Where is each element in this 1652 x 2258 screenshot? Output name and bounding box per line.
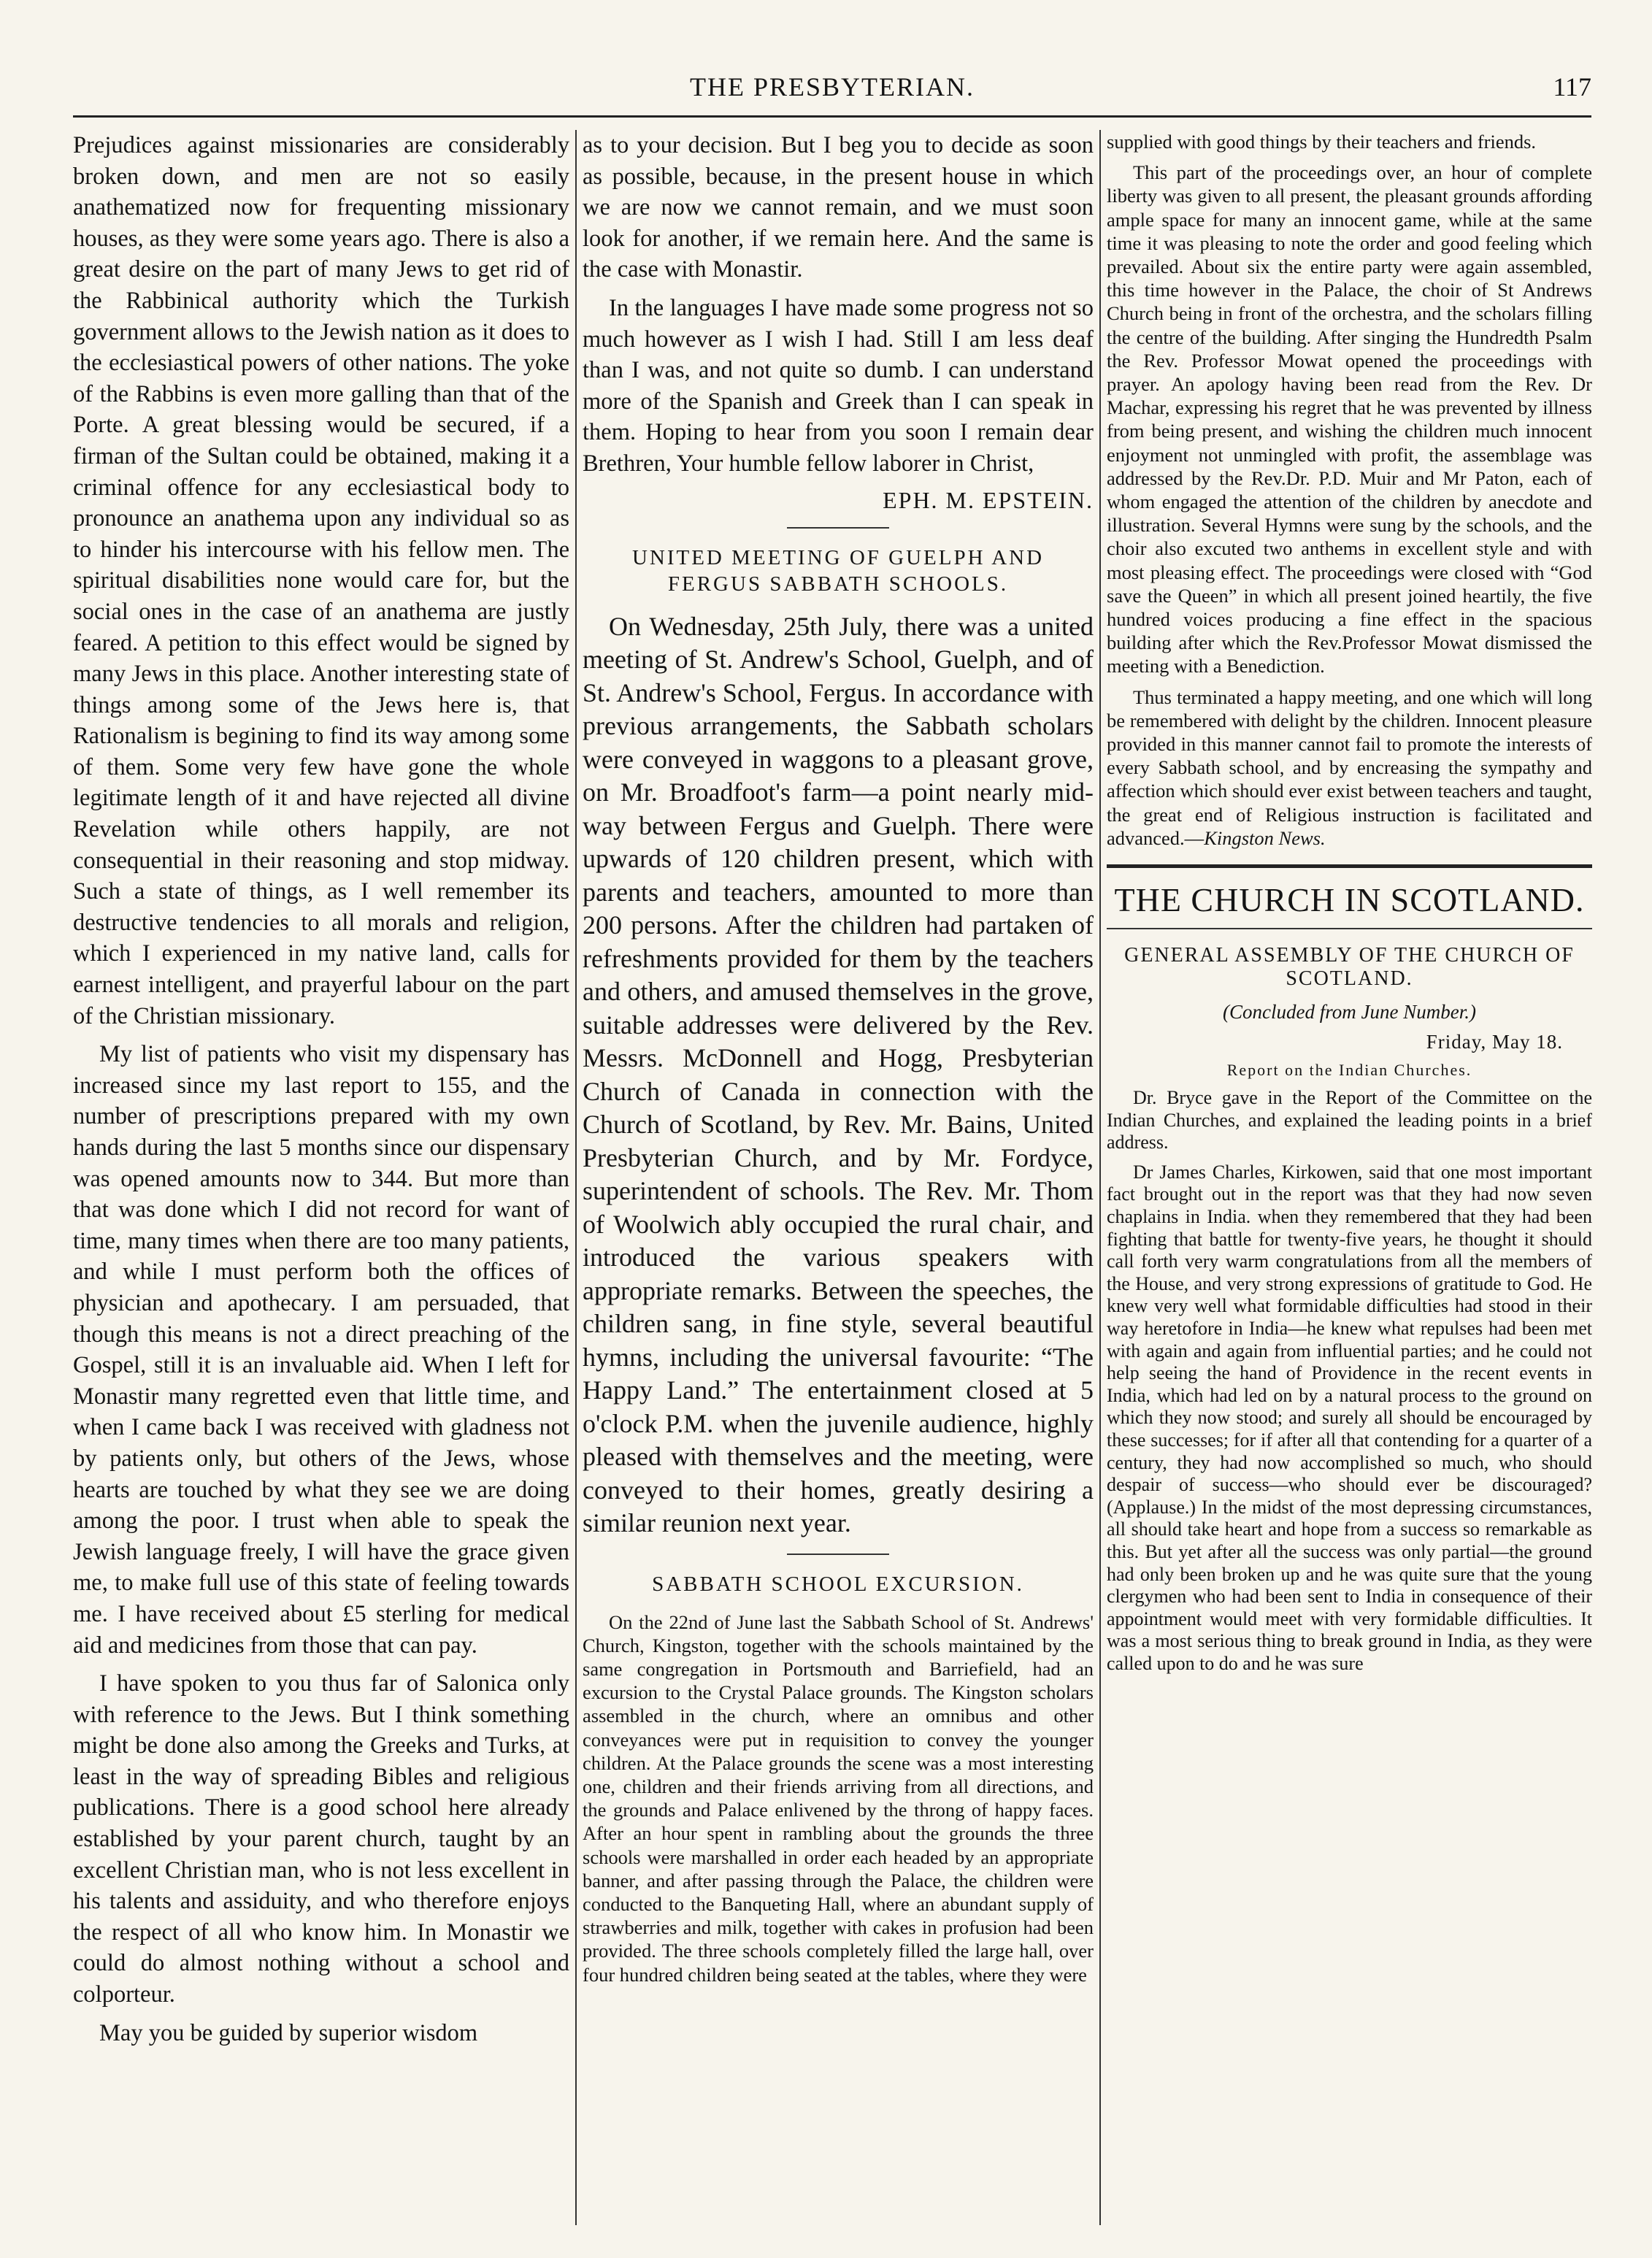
article-paragraph: On the 22nd of June last the Sabbath School of St. Andrews' Church, Kingston, together with the schools maintained by the same congregation in Portsmouth and Barriefield, had an excursion to the Crystal Palace grounds. The Kingston scholars assembled in the church, where an omnibus and other conveyances were put in requisition to convey the younger children. At the Palace grounds the scene was a most interesting one, children and their friends arriving from all directions, and the grounds and Palace enlivened by the throng of happy faces. After an hour spent in rambling about the grounds the three schools were marshalled in order each headed by an appropriate banner, and after passing through the Palace, the children were conducted to the Banqueting Hall, where an abundant supply of strawberries and milk, together with cakes in profusion had been provided. The three schools completely filled the large hall, over four hundred children being seated at the tables, where they were — [583, 1610, 1094, 1986]
signature: EPH. M. EPSTEIN. — [883, 486, 1094, 513]
continuation-note: (Concluded from June Number.) — [1223, 1001, 1476, 1024]
article-paragraph: This part of the proceedings over, an hour of complete liberty was given to all present, the pleasant grounds affording ample space for many an innocent game, while at the same time it was pleasing to note the order and good feeling which prevailed. About six the entire party were again assembled, this time however in the Palace, the choir of St Andrews Church being in front of the orchestra, and the scholars filling the centre of the building. After singing the Hundredth Psalm the Rev. Professor Mowat opened the proceedings with prayer. An apology having been read from the Rev. Dr Machar, expressing his regret that he was prevented by illness from being present, and wishing the children much innocent enjoyment not unmingled with profit, the assemblage was addressed by the Rev.Dr. P.D. Muir and Mr Paton, each of whom engaged the attention of the children by anecdote and illustration. Several Hymns were sung by the schools, and the choir also excuted two anthems in excellent style and with most pleasing effect. The proceedings were closed with “God save the Queen” in which all present joined heartily, the five hundred voices producing a fine effect in the spacious building after which the Rev.Professor Mowat dismissed the meeting with a Benediction. — [1107, 161, 1592, 677]
article-paragraph: Dr. Bryce gave in the Report of the Committee on the Indian Churches, and explained the leading points in a brief address. — [1107, 1087, 1592, 1153]
article-heading: GENERAL ASSEMBLY OF THE CHURCH OF SCOTLAND. — [1124, 944, 1575, 991]
column-rule-left — [575, 130, 577, 2225]
article-heading: UNITED MEETING OF GUELPH AND FERGUS SABBATH SCHOOLS. — [631, 545, 1045, 596]
article-paragraph: supplied with good things by their teachers and friends. — [1107, 131, 1537, 153]
article-paragraph: Prejudices against missionaries are considerably broken down, and men are not so easily anathematized now for frequenting missionary houses, as they were some years ago. There is also a great desire on the part of many Jews to get rid of the Rabbinical authority which the Turkish government allows to the Jewish nation as it does to the ecclesiastical powers of other nations. The yoke of the Rabbins is even more galling than that of the Porte. A great blessing would be secured, if a firman of the Sultan could be obtained, making it a criminal offence for any ecclesiastical body to pronounce an anathema upon any individual so as to hinder his intercourse with his fellow men. The spiritual disabilities none would care for, but the social ones in the case of an anathema are justly feared. A petition to this effect would be signed by many Jews in this place. Another interesting state of things among some of the Jews here is, that Rationalism is begining to find its way among some of them. Some very few have gone the whole legitimate length of it and have rejected all divine Revelation while others happily, are not consequential in their reasoning and stop midway. Such a state of things, as I well remember its destructive tendencies to all morals and religion, which I experienced in my native land, calls for earnest intelligent, and prayerful labour on the part of the Christian missionary. — [73, 132, 569, 1029]
article-paragraph: My list of patients who visit my dispensary has increased since my last report to 155, and the number of prescriptions prepared with my own hands during the last 5 months since our dispensary was opened amounts now to 344. But more than that was done which I did not record for want of time, many times when there are too many patients, and while I must perform both the offices of physician and apothecary. I am persuaded, that though this means is not a direct preaching of the Gospel, still it is an invaluable aid. When I left for Monastir many regretted even that little time, and when I came back I was received with gladness not by patients only, but others of the Jews, whose hearts are touched by what they see we are doing among the poor. I trust when able to speak the Jewish language freely, I will have the grace given me, to make full use of this state of feeling towards me. I have received about £5 sterling for medical aid and medicines from those that can pay. — [73, 1041, 569, 1659]
column-3 — [1107, 130, 1592, 2232]
section-divider — [787, 1554, 889, 1555]
article-paragraph — [1107, 686, 1592, 850]
column-rule-right — [1099, 130, 1101, 2225]
dateline: Friday, May 18. — [1426, 1031, 1563, 1053]
paragraph-text: Thus terminated a happy meeting, and one which will long be remembered with delight by the children. Innocent pleasure provided in this manner cannot fail to promote the interests of every Sabbath school, and by encreasing the sympathy and affection which should ever exist between teachers and taught, the great end of Religious instruction is facilitated and advanced.— — [1107, 686, 1592, 849]
article-paragraph: as to your decision. But I beg you to decide as soon as possible, because, in the present house in which we are now we cannot remain, and we must soon look for another, if we remain here. And the same is the case with Monastir. — [583, 132, 1094, 283]
page-header — [73, 72, 1591, 118]
column-2 — [583, 130, 1094, 2232]
article-heading: SABBATH SCHOOL EXCURSION. — [652, 1572, 1024, 1596]
source-credit: Kingston News. — [1204, 826, 1326, 849]
article-paragraph: Dr James Charles, Kirkowen, said that one most important fact brought out in the report was that they had now seven chaplains in India. when they remembered that they had been fighting that battle for twenty-five years, he thought it should call forth very warm congratulations from all the members of the House, and very strong expressions of gratitude to God. He knew very well what formidable difficulties had stood in their way heretofore in India—he knew what repulses had been met with again and again from influential parties; and he could not help seeing the hand of Providence in the recent events in India, which had led on by a natural process to the ground on which they now stood; and surely all should be encouraged by these successes; for if after all that contending for a quarter of a century, they had now accomplished so much, who should despair of success—who should ever be discouraged? (Applause.) In the midst of the most depressing circumstances, all should take heart and hope from a success so remarkable as this. But yet after all the success was only partial—the ground had only been broken up and he was quite sure that the young clergymen who had been sent to India in consequence of their appointment would meet with very formidable difficulties. It was a most serious thing to break ground in India, as they were called upon to do and he was sure — [1107, 1161, 1592, 1674]
column-1 — [73, 130, 569, 2232]
page-number: 117 — [1553, 72, 1591, 101]
section-divider — [787, 527, 889, 529]
article-paragraph: On Wednesday, 25th July, there was a united meeting of St. Andrew's School, Guelph, and of St. Andrew's School, Fergus. In accordance with previous arrangements, the Sabbath scholars were conveyed in waggons to a pleasant grove, on Mr. Broadfoot's farm—a point nearly mid-way between Fergus and Guelph. There were upwards of 120 children present, which with parents and teachers, amounted to more than 200 persons. After the children had partaken of refreshments provided for them by the teachers and others, and amused themselves in the grove, suitable addresses were delivered by the Rev. Messrs. McDonnell and Hogg, Presbyterian Church of Canada in connection with the Church of Scotland, by Rev. Mr. Bains, United Presbyterian Church, and by Mr. Fordyce, superintendent of schools. The Rev. Mr. Thom of Woolwich ably occupied the rural chair, and introduced the various speakers with appropriate remarks. Between the speeches, the children sang, in fine style, several beautiful hymns, including the universal favourite: “The Happy Land.” The entertainment closed at 5 o'clock P.M. when the juvenile audience, highly pleased with themselves and the meeting, were conveyed to their homes, greatly desiring a similar reunion next year. — [583, 611, 1094, 1538]
section-title: THE CHURCH IN SCOTLAND. — [1107, 864, 1592, 929]
article-paragraph: I have spoken to you thus far of Salonica only with reference to the Jews. But I think something might be done also among the Greeks and Turks, at least in the way of spreading Bibles and religious publications. There is a good school here already established by your parent church, taught by an excellent Christian man, who is not less excellent in his talents and assiduity, and who therefore enjoys the respect of all who know him. In Monastir we could do almost nothing without a school and colporteur. — [73, 1670, 569, 2008]
report-heading: Report on the Indian Churches. — [1226, 1061, 1472, 1080]
article-paragraph: In the languages I have made some progress not so much however as I wish I had. Still I am less deaf than I was, and not quite so dumb. I can understand more of the Spanish and Greek than I can speak in them. Hoping to hear from you soon I remain dear Brethren, Your humble fellow laborer in Christ, — [583, 294, 1094, 477]
article-paragraph: May you be guided by superior wisdom — [99, 2019, 478, 2046]
running-title: THE PRESBYTERIAN. — [689, 72, 975, 101]
